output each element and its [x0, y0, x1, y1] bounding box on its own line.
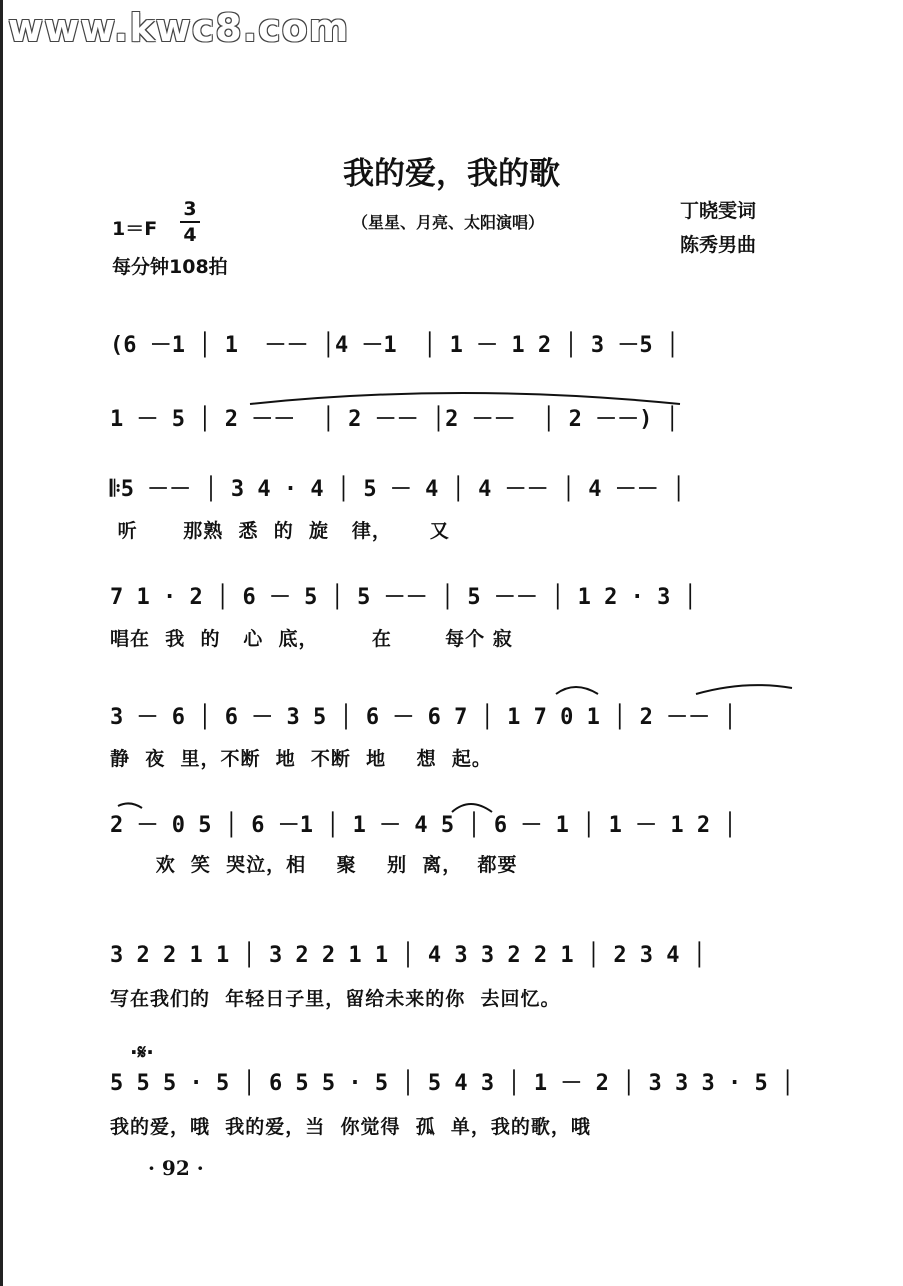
- segno-sign: ·𝄋·: [130, 1040, 154, 1064]
- notes-line: 5 5 5 · 5 │ 6 5 5 · 5 │ 5 4 3 │ 1 － 2 │ 3 3 3 · 5 │: [110, 1071, 795, 1096]
- score-system-6: [110, 806, 790, 846]
- performer-subtitle: （星星、月亮、太阳演唱）: [352, 213, 545, 232]
- song-title: 我的爱，我的歌: [343, 156, 560, 192]
- lyrics-line: 我的爱，哦 我的爱，当 你觉得 孤 单，我的歌，哦: [110, 1116, 591, 1138]
- notes-line: 2 － 0 5 │ 6 －1 │ 1 － 4 5 │ 6 － 1 │ 1 － 1 2 │: [110, 813, 737, 838]
- page-number: · 92 ·: [148, 1156, 204, 1180]
- time-signature: [180, 198, 200, 246]
- score-system-8: [110, 1064, 795, 1104]
- lyrics-line: 静 夜 里，不断 地 不断 地 想 起。: [110, 748, 492, 770]
- lyrics-line: 写在我们的 年轻日子里，留给未来的你 去回忆。: [110, 988, 561, 1010]
- score-system-5: [110, 698, 790, 738]
- score-system-7: [110, 936, 790, 976]
- lyrics-line: 唱在 我 的 心 底， 在 每个 寂: [110, 628, 513, 650]
- score-system-1: [110, 326, 790, 366]
- notes-line: (6 －1 │ 1 －－ │4 －1 │ 1 － 1 2 │ 3 －5 │: [110, 333, 680, 358]
- key-signature: 1＝F: [112, 218, 158, 240]
- slur-tie-row5: [556, 687, 598, 694]
- score-system-4: [110, 578, 790, 618]
- lyrics-line: 欢 笑 哭泣，相 聚 别 离， 都要: [110, 854, 518, 876]
- notes-line: 𝄆5 －－ │ 3 4 · 4 │ 5 － 4 │ 4 －－ │ 4 －－ │: [110, 477, 686, 502]
- time-signature-bottom: 4: [183, 224, 197, 246]
- composer-credit: 陈秀男曲: [680, 234, 757, 256]
- notes-line: 7 1 · 2 │ 6 － 5 │ 5 －－ │ 5 －－ │ 1 2 · 3 │: [110, 585, 697, 610]
- score-system-2: [110, 400, 790, 440]
- slur-tie-row5b: [696, 685, 792, 694]
- lyrics-line: 听 那熟 悉 的 旋 律， 又: [110, 520, 450, 542]
- tempo-marking: 每分钟108拍: [112, 256, 228, 278]
- watermark: www.kwc8.com: [8, 6, 350, 50]
- notes-line: 3 2 2 1 1 │ 3 2 2 1 1 │ 4 3 3 2 2 1 │ 2 3 4 │: [110, 943, 707, 968]
- notes-line: 3 － 6 │ 6 － 3 5 │ 6 － 6 7 │ 1 7 0 1 │ 2 －－ │: [110, 705, 737, 730]
- score-system-3: [110, 470, 790, 510]
- notes-line: 1 － 5 │ 2 －－ │ 2 －－ │2 －－ │ 2 －－) │: [110, 407, 679, 432]
- lyricist-credit: 丁晓雯词: [680, 200, 757, 222]
- time-signature-top: 3: [183, 198, 197, 220]
